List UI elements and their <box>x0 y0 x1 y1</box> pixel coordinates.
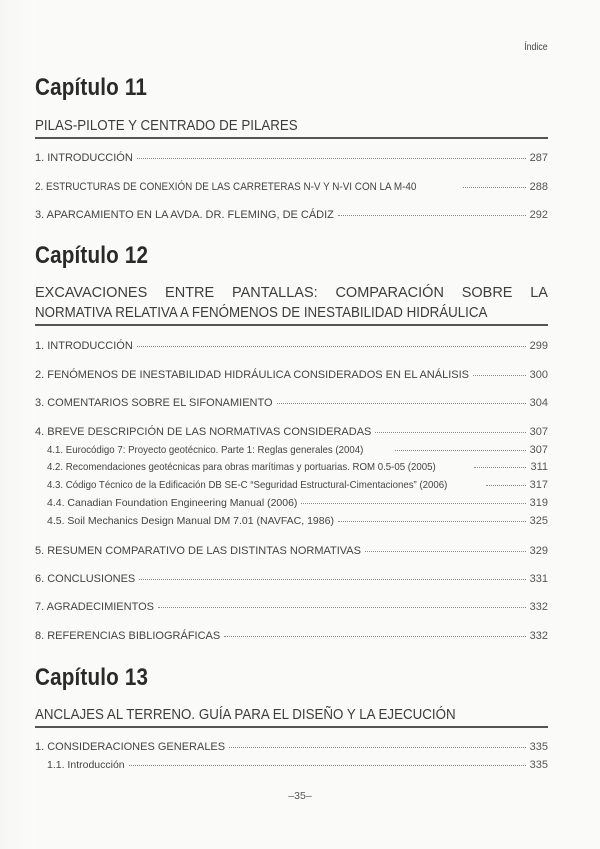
toc-entry[interactable] <box>35 369 548 383</box>
toc-entry-label: 3. APARCAMIENTO EN LA AVDA. DR. FLEMING, DE CÁDIZ <box>35 209 334 221</box>
toc-entry-label: 4.2. Recomendaciones geotécnicas para obras marítimas y portuarias. ROM 0.5-05 (2005) <box>47 461 436 473</box>
toc-entry-page: 329 <box>529 545 548 557</box>
toc-entry[interactable] <box>47 515 548 529</box>
toc-entry-label: 5. RESUMEN COMPARATIVO DE LAS DISTINTAS NORMATIVAS <box>35 545 361 557</box>
toc-entry[interactable] <box>35 545 548 559</box>
subtitle-word: PANTALLAS: <box>231 285 318 301</box>
subtitle-word: SOBRE <box>461 285 513 301</box>
chapter-subtitle-text: ANCLAJES AL TERRENO. GUÍA PARA EL DISEÑO Y LA EJECUCIÓN <box>35 707 456 723</box>
toc-entry-label: 6. CONCLUSIONES <box>35 573 136 585</box>
chapter-subtitle-line-1 <box>35 283 548 303</box>
toc-entry-page: 335 <box>529 759 548 771</box>
toc-entry[interactable] <box>35 209 548 223</box>
chapter-12-subtitle <box>35 283 548 326</box>
toc-entry[interactable] <box>47 461 548 475</box>
toc-entry-label: 2. ESTRUCTURAS DE CONEXIÓN DE LAS CARRETERAS N-V Y N-VI CON LA M-40 <box>35 181 417 193</box>
chapter-13-subtitle <box>35 705 548 728</box>
dot-leader <box>224 635 525 637</box>
toc-entry-label: 3. COMENTARIOS SOBRE EL SIFONAMIENTO <box>35 397 273 409</box>
chapter-subtitle-line-2: NORMATIVA RELATIVA A FENÓMENOS DE INESTABILIDAD HIDRÁULICA <box>35 305 488 321</box>
toc-entry[interactable] <box>35 601 548 615</box>
dot-leader <box>338 214 526 216</box>
toc-entry-page: 288 <box>529 181 548 193</box>
toc-entry-page: 319 <box>529 497 548 509</box>
toc-entry[interactable] <box>35 340 548 354</box>
toc-entry[interactable] <box>35 741 548 755</box>
dot-leader <box>277 402 526 404</box>
toc-entry-label: 4.5. Soil Mechanics Design Manual DM 7.01 (NAVFAC, 1986) <box>47 515 334 527</box>
subtitle-word: ENTRE <box>165 285 215 301</box>
dot-leader <box>137 345 526 347</box>
toc-entry-page: 300 <box>529 369 548 381</box>
chapter-11-title: Capítulo 11 <box>35 74 148 101</box>
toc-entry-page: 299 <box>529 340 548 352</box>
toc-entry-page: 307 <box>529 444 548 456</box>
dot-leader <box>301 502 525 504</box>
dot-leader <box>137 157 526 159</box>
toc-entry-label: 1. INTRODUCCIÓN <box>35 152 133 164</box>
toc-entry-page: 332 <box>529 601 548 613</box>
dot-leader <box>375 431 525 433</box>
toc-entry[interactable] <box>35 630 548 644</box>
dot-leader <box>338 520 526 522</box>
toc-entry-label: 7. AGRADECIMIENTOS <box>35 601 154 613</box>
toc-entry[interactable] <box>35 426 548 440</box>
toc-entry-page: 292 <box>529 209 548 221</box>
dot-leader <box>139 578 525 580</box>
toc-entry-label: 4.1. Eurocódigo 7: Proyecto geotécnico. Parte 1: Reglas generales (2004) <box>47 444 364 456</box>
running-head: Índice <box>524 42 548 53</box>
dot-leader <box>365 550 526 552</box>
chapter-subtitle-text: PILAS-PILOTE Y CENTRADO DE PILARES <box>35 118 298 134</box>
toc-entry[interactable] <box>47 759 548 773</box>
toc-entry[interactable] <box>35 181 548 195</box>
dot-leader <box>395 449 526 451</box>
toc-entry-label: 4. BREVE DESCRIPCIÓN DE LAS NORMATIVAS CONSIDERADAS <box>35 426 372 438</box>
toc-entry-label: 1. INTRODUCCIÓN <box>35 340 133 352</box>
subtitle-word: EXCAVACIONES <box>35 285 148 301</box>
chapter-11-subtitle <box>35 116 548 139</box>
page-gutter <box>0 0 34 849</box>
toc-entry-label: 4.4. Canadian Foundation Engineering Manual (2006) <box>47 497 298 509</box>
toc-entry[interactable] <box>35 397 548 411</box>
toc-entry-page: 331 <box>529 573 548 585</box>
toc-entry-label: 2. FENÓMENOS DE INESTABILIDAD HIDRÁULICA CONSIDERADOS EN EL ANÁLISIS <box>35 369 469 381</box>
toc-entry[interactable] <box>47 497 548 511</box>
subtitle-word: COMPARACIÓN <box>335 285 444 301</box>
page-number: –35– <box>288 790 312 802</box>
toc-entry[interactable] <box>47 479 548 493</box>
dot-leader <box>463 186 526 188</box>
toc-entry[interactable] <box>47 444 548 458</box>
toc-entry-label: 4.3. Código Técnico de la Edificación DB SE-C “Seguridad Estructural-Cimentaciones” (2006) <box>47 479 448 491</box>
dot-leader <box>486 484 525 486</box>
toc-entry-label: 1.1. Introducción <box>47 759 125 771</box>
subtitle-word: LA <box>530 285 548 301</box>
dot-leader <box>129 764 526 766</box>
toc-entry[interactable] <box>35 573 548 587</box>
toc-entry-page: 332 <box>529 630 548 642</box>
toc-entry-label: 1. CONSIDERACIONES GENERALES <box>35 741 226 753</box>
dot-leader <box>474 466 527 468</box>
toc-entry-page: 335 <box>529 741 548 753</box>
chapter-13-title: Capítulo 13 <box>35 664 149 691</box>
dot-leader <box>229 746 526 748</box>
toc-entry-page: 311 <box>530 461 548 473</box>
chapter-12-title: Capítulo 12 <box>35 242 149 269</box>
dot-leader <box>473 374 526 376</box>
toc-entry-page: 325 <box>529 515 548 527</box>
toc-entry-page: 317 <box>529 479 548 491</box>
toc-entry[interactable] <box>35 152 548 166</box>
toc-entry-page: 307 <box>529 426 548 438</box>
toc-entry-label: 8. REFERENCIAS BIBLIOGRÁFICAS <box>35 630 221 642</box>
toc-entry-page: 287 <box>529 152 548 164</box>
dot-leader <box>158 606 526 608</box>
toc-entry-page: 304 <box>529 397 548 409</box>
